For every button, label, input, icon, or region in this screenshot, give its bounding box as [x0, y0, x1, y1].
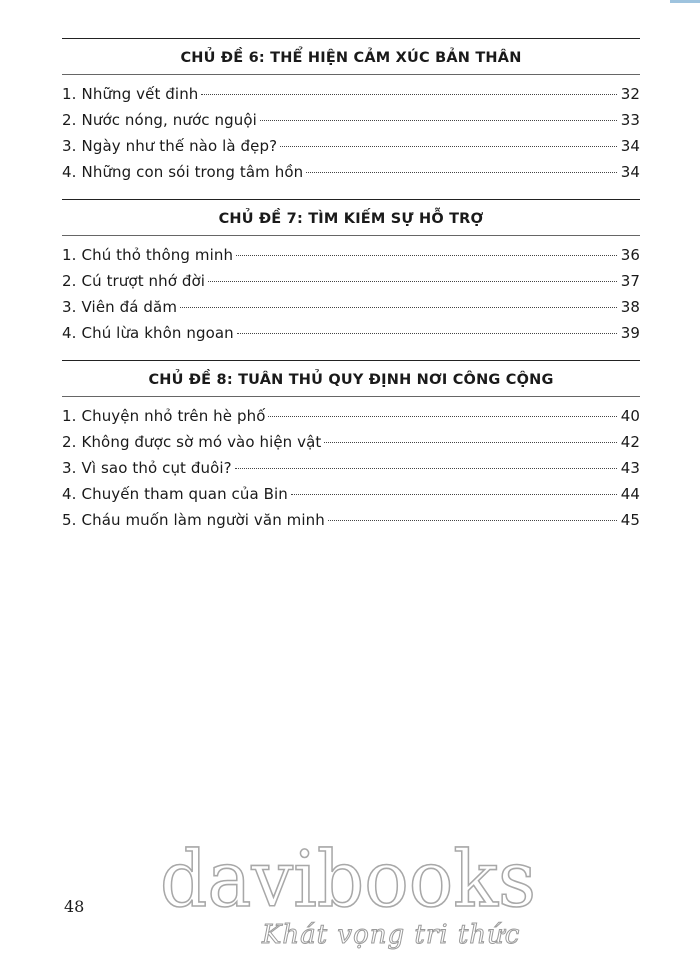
- toc-entry[interactable]: [62, 429, 640, 455]
- entry-title: Vì sao thỏ cụt đuôi?: [81, 459, 232, 477]
- toc-entry[interactable]: [62, 403, 640, 429]
- entry-number: 4.: [62, 485, 77, 503]
- entry-number: 4.: [62, 324, 77, 342]
- dot-leader: [236, 255, 617, 256]
- entry-page: 32: [620, 85, 640, 103]
- entry-title: Không được sờ mó vào hiện vật: [81, 433, 322, 451]
- entry-page: 38: [620, 298, 640, 316]
- dot-leader: [328, 520, 617, 521]
- entry-title: Những con sói trong tâm hồn: [81, 163, 304, 181]
- toc-entry[interactable]: [62, 294, 640, 320]
- section-heading: CHỦ ĐỀ 8: TUÂN THỦ QUY ĐỊNH NƠI CÔNG CỘNG: [62, 360, 640, 397]
- entry-page: 45: [620, 511, 640, 529]
- entry-number: 1.: [62, 246, 77, 264]
- dot-leader: [237, 333, 617, 334]
- dot-leader: [280, 146, 617, 147]
- corner-color-mark: [670, 0, 700, 3]
- toc-entry[interactable]: [62, 507, 640, 533]
- page-number: 48: [64, 897, 85, 916]
- entry-page: 39: [620, 324, 640, 342]
- entry-title: Cú trượt nhớ đời: [81, 272, 206, 290]
- toc-entry[interactable]: [62, 159, 640, 185]
- dot-leader: [180, 307, 617, 308]
- toc-entry[interactable]: [62, 320, 640, 346]
- toc-entry[interactable]: [62, 268, 640, 294]
- entry-title: Chú lừa khôn ngoan: [81, 324, 234, 342]
- toc-section-6: [62, 38, 640, 199]
- entry-number: 3.: [62, 298, 77, 316]
- dot-leader: [324, 442, 617, 443]
- entry-title: Cháu muốn làm người văn minh: [81, 511, 325, 529]
- table-of-contents: [62, 38, 640, 533]
- entry-page: 34: [620, 163, 640, 181]
- dot-leader: [268, 416, 617, 417]
- toc-entry[interactable]: [62, 455, 640, 481]
- entry-page: 43: [620, 459, 640, 477]
- entry-title: Chú thỏ thông minh: [81, 246, 234, 264]
- dot-leader: [208, 281, 617, 282]
- davibooks-watermark-logo: [158, 832, 538, 918]
- entry-number: 5.: [62, 511, 77, 529]
- entry-number: 2.: [62, 272, 77, 290]
- watermark-slogan: Khát vọng tri thức: [262, 920, 521, 950]
- entry-number: 2.: [62, 111, 77, 129]
- entry-number: 3.: [62, 459, 77, 477]
- entry-title: Ngày như thế nào là đẹp?: [81, 137, 278, 155]
- entry-title: Những vết đinh: [81, 85, 199, 103]
- entry-title: Chuyện nhỏ trên hè phố: [81, 407, 266, 425]
- entry-page: 33: [620, 111, 640, 129]
- toc-section-8: [62, 360, 640, 533]
- entry-number: 4.: [62, 163, 77, 181]
- entry-page: 40: [620, 407, 640, 425]
- dot-leader: [260, 120, 617, 121]
- dot-leader: [235, 468, 617, 469]
- entry-title: Nước nóng, nước nguội: [81, 111, 257, 129]
- section-heading: CHỦ ĐỀ 7: TÌM KIẾM SỰ HỖ TRỢ: [62, 199, 640, 236]
- entry-number: 3.: [62, 137, 77, 155]
- watermark-logo-text: davibooks: [160, 835, 536, 918]
- entry-page: 34: [620, 137, 640, 155]
- entry-number: 1.: [62, 85, 77, 103]
- entry-number: 2.: [62, 433, 77, 451]
- entry-page: 37: [620, 272, 640, 290]
- entry-page: 44: [620, 485, 640, 503]
- entry-title: Viên đá dăm: [81, 298, 178, 316]
- toc-entry[interactable]: [62, 107, 640, 133]
- dot-leader: [201, 94, 617, 95]
- dot-leader: [306, 172, 617, 173]
- dot-leader: [291, 494, 617, 495]
- entry-title: Chuyến tham quan của Bin: [81, 485, 288, 503]
- toc-entry[interactable]: [62, 81, 640, 107]
- toc-entry[interactable]: [62, 481, 640, 507]
- entry-number: 1.: [62, 407, 77, 425]
- toc-section-7: [62, 199, 640, 360]
- toc-entry[interactable]: [62, 133, 640, 159]
- section-heading: CHỦ ĐỀ 6: THỂ HIỆN CẢM XÚC BẢN THÂN: [62, 38, 640, 75]
- entry-page: 36: [620, 246, 640, 264]
- toc-entry[interactable]: [62, 242, 640, 268]
- entry-page: 42: [620, 433, 640, 451]
